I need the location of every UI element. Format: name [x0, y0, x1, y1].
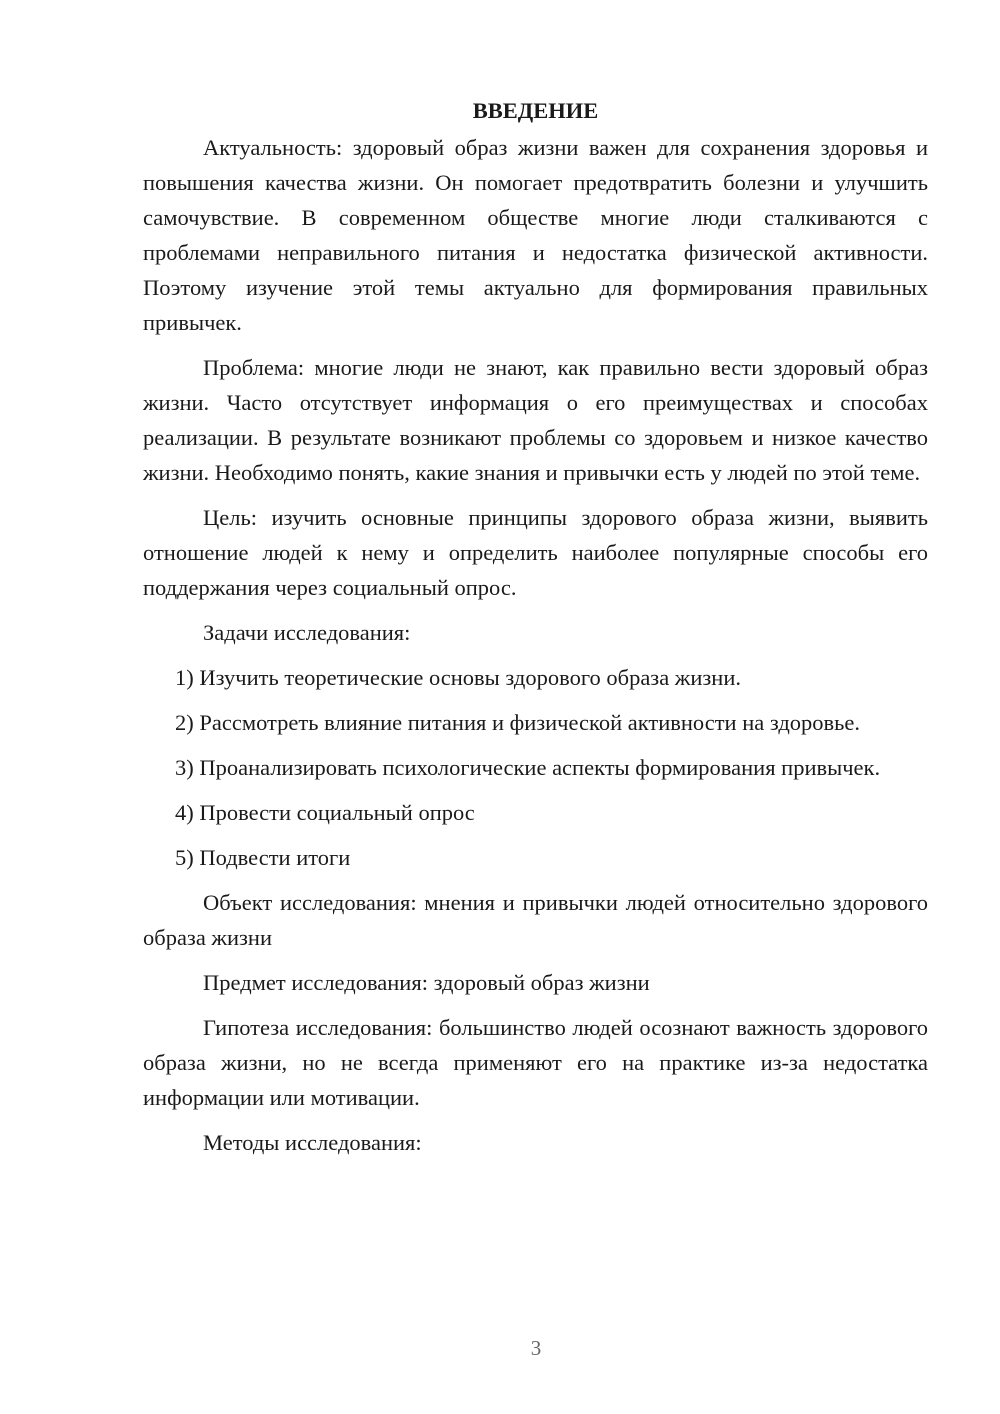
problem-paragraph: Проблема: многие люди не знают, как правильно вести здоровый образ жизни. Часто отсутствует информация о его преимуществах и способах реализации. В результате возникают проблемы со здоровьем и низкое качество жизни. Необходимо понять, какие знания и привычки есть у людей по этой теме.	[143, 355, 928, 485]
section-heading: ВВЕДЕНИЕ	[472, 98, 599, 123]
task-item-5: 5) Подвести итоги	[175, 845, 351, 870]
goal-paragraph: Цель: изучить основные принципы здорового образа жизни, выявить отношение людей к нему и определить наиболее популярные способы его поддержания через социальный опрос.	[143, 505, 928, 600]
relevance-paragraph: Актуальность: здоровый образ жизни важен для сохранения здоровья и повышения качества жизни. Он помогает предотвратить болезни и улучшить самочувствие. В современном обществе многие люди сталкиваются с проблемами неправильного питания и недостатка физической активности. Поэтому изучение этой темы актуально для формирования правильных привычек.	[143, 135, 928, 335]
research-methods-heading: Методы исследования:	[203, 1130, 422, 1155]
task-item-3: 3) Проанализировать психологические аспекты формирования привычек.	[175, 755, 881, 780]
research-object-paragraph: Объект исследования: мнения и привычки людей относительно здорового образа жизни	[143, 890, 928, 950]
page-content	[143, 93, 928, 1170]
task-item-2: 2) Рассмотреть влияние питания и физической активности на здоровье.	[175, 710, 861, 735]
page-number: 3	[530, 1336, 542, 1360]
research-subject-paragraph: Предмет исследования: здоровый образ жизни	[203, 970, 650, 995]
task-item-1: 1) Изучить теоретические основы здорового образа жизни.	[175, 665, 741, 690]
research-hypothesis-paragraph: Гипотеза исследования: большинство людей осознают важность здорового образа жизни, но не всегда применяют его на практике из-за недостатка информации или мотивации.	[143, 1015, 928, 1110]
task-item-4: 4) Провести социальный опрос	[175, 800, 475, 825]
tasks-heading: Задачи исследования:	[203, 620, 411, 645]
